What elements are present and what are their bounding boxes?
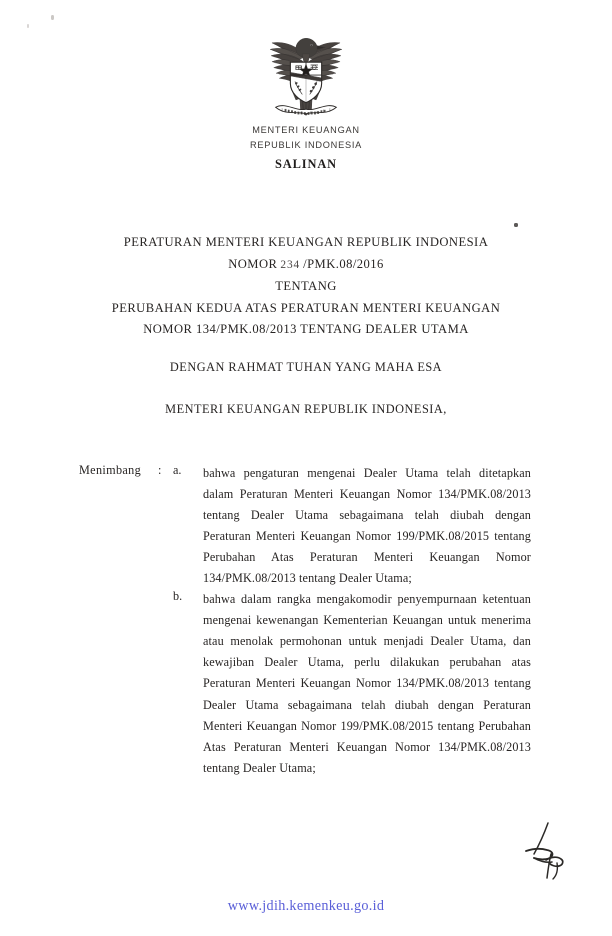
preamble-block: [0, 360, 612, 417]
title-line-subject-2: NOMOR 134/PMK.08/2013 TENTANG DEALER UTAMA: [143, 322, 469, 336]
consideration-item-marker: a.: [173, 463, 182, 477]
ministry-name-line-1: MENTERI KEUANGAN: [252, 125, 360, 135]
footer-url[interactable]: www.jdih.kemenkeu.go.id: [227, 898, 385, 914]
title-line-tentang: TENTANG: [275, 279, 337, 293]
garuda-pancasila-emblem: [260, 30, 352, 122]
title-line-subject-1: PERUBAHAN KEDUA ATAS PERATURAN MENTERI KEUANGAN: [111, 300, 501, 315]
nomor-prefix-label: NOMOR: [228, 256, 278, 271]
title-line-authority: PERATURAN MENTERI KEUANGAN REPUBLIK INDONESIA: [123, 235, 489, 249]
masthead: [0, 30, 612, 172]
copy-marker: SALINAN: [274, 157, 338, 172]
consideration-item-marker: b.: [173, 589, 183, 604]
preamble-blessing: DENGAN RAHMAT TUHAN YANG MAHA ESA: [169, 360, 443, 374]
ministry-name-line-2: REPUBLIK INDONESIA: [249, 139, 363, 150]
nomor-stamp-value: 234: [280, 258, 301, 271]
nomor-suffix-label: /PMK.08/2016: [303, 256, 384, 271]
scan-speck: [27, 24, 29, 28]
consideration-item-text: bahwa pengaturan mengenai Dealer Utama telah ditetapkan dalam Peraturan Menteri Keuangan Nomor 134/PMK.08/2013 tentang Dealer Utama sebagaimana telah diubah dengan Peraturan Menteri Keuangan Nomor 199/PMK.08/2015 tentang Perubahan Atas Peraturan Menteri Keuangan Nomor 134/PMK.08/2013 tentang Dealer Utama;: [203, 466, 531, 586]
considerations-colon: :: [158, 463, 162, 477]
consideration-item: [0, 589, 612, 778]
scan-speck: [51, 15, 54, 20]
preamble-issuer: MENTERI KEUANGAN REPUBLIK INDONESIA,: [165, 402, 447, 416]
scan-speck: [514, 223, 518, 227]
title-line-number: [0, 254, 612, 277]
consideration-item: [0, 463, 612, 589]
considerations-label: Menimbang: [79, 463, 142, 477]
considerations-section: [0, 463, 612, 779]
consideration-item-text: bahwa dalam rangka mengakomodir penyempurnaan ketentuan mengenai kewenangan Kementerian Keuangan untuk menerima atau menolak permohonan untuk menjadi Dealer Utama, dan kewajiban Dealer Utama, perlu dilakukan perubahan atas Peraturan Menteri Keuangan Nomor 134/PMK.08/2013 tentang Dealer Utama sebagaimana telah diubah dengan Peraturan Menteri Keuangan Nomor 199/PMK.08/2015 tentang Perubahan Atas Peraturan Menteri Keuangan Nomor 134/PMK.08/2013 tentang Dealer Utama;: [203, 592, 531, 775]
regulation-title-block: [0, 232, 612, 341]
handwritten-initial-mark: [518, 818, 578, 884]
